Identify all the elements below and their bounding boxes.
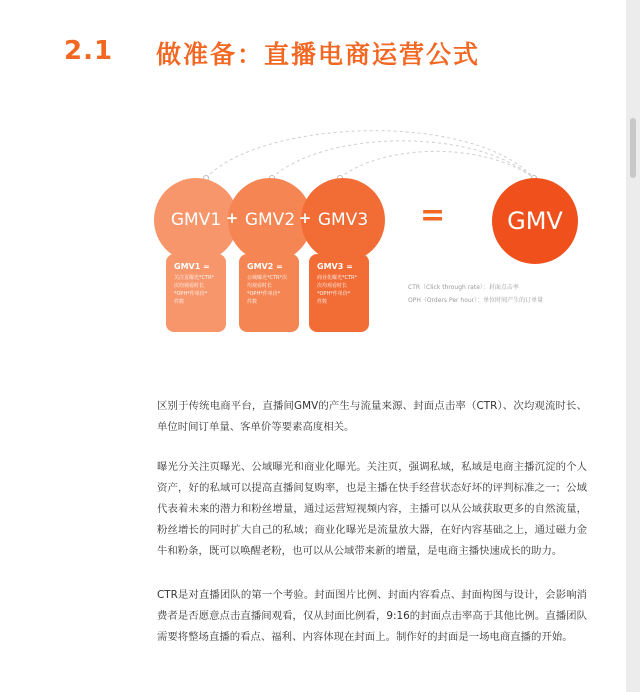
box-line: *OPH*件单价* [317,291,351,297]
box-line: 公域曝光*CTR*次 [247,275,288,281]
equals-sign: = [420,198,446,233]
box-title: GMV2 = [247,262,283,271]
ctr-definition: CTR（Click through rate）：封面点击率 [408,284,519,291]
box-line: 均观看时长 [247,283,273,289]
scrollbar-track[interactable] [626,0,640,692]
paragraph-gmv-factors: 区别于传统电商平台，直播间GMV的产生与流量来源、封面点击率（CTR）、次均观流时长、单位时间订单量、客单价等要素高度相关。 [157,400,587,433]
gmv1-formula-box [166,254,226,332]
arc-gmv3 [340,151,534,178]
box-title: GMV1 = [174,262,210,271]
gmv3-formula-box [309,254,369,332]
gmv2-circle: GMV2 [228,178,312,262]
box-line: 件数 [247,299,258,305]
paragraph-exposure: 曝光分关注页曝光、公域曝光和商业化曝光。关注页，强调私域，私域是电商主播沉淀的个人资产，好的私域可以提高直播间复购率，也是主播在快手经营状态好坏的评判标准之一；公域代表着未来的潜力和粉丝增量，通过运营短视频内容，主播可以从公域获取更多的自然流量，粉丝增长的同时扩大自己的私域；商业化曝光是流量放大器，在好内容基础之上，通过磁力金牛和粉条，既可以唤醒老粉，也可以从公域带来新的增量，是电商主播快速成长的助力。 [157,461,587,557]
plus-sign-1: + [225,209,239,227]
box-line: 次均观看时长 [317,283,348,289]
plus-sign-2: + [298,209,312,227]
scrollbar-thumb[interactable] [630,118,636,178]
gmv3-circle: GMV3 [301,178,385,262]
box-line: *OPH*件单价* [174,291,208,297]
box-line: 件数 [317,299,328,305]
box-line: *OPH*件单价* [247,291,281,297]
arc-gmv1 [206,131,534,178]
section-number: 2.1 [64,36,114,66]
box-line: 件数 [174,299,185,305]
gmv-result-circle: GMV [492,178,578,264]
gmv1-circle: GMV1 [154,178,238,262]
box-line: 商业化曝光*CTR* [317,275,358,281]
arc-gmv2 [272,141,534,178]
oph-definition: OPH（Orders Per hour）：单位时间产生的订单量 [408,297,544,304]
box-title: GMV3 = [317,262,353,271]
box-line: 关注页曝光*CTR* [174,275,215,281]
section-title: 做准备：直播电商运营公式 [156,40,481,69]
paragraph-ctr: CTR是对直播团队的第一个考验。封面图片比例、封面内容看点、封面构图与设计，会影响消费者是否愿意点击直播间观看，仅从封面比例看，9:16的封面点击率高于其他比例。直播团队需要将整场直播的看点、福利、内容体现在封面上。制作好的封面是一场电商直播的开始。 [157,589,587,643]
gmv2-formula-box [239,254,299,332]
box-line: 次均观看时长 [174,283,205,289]
